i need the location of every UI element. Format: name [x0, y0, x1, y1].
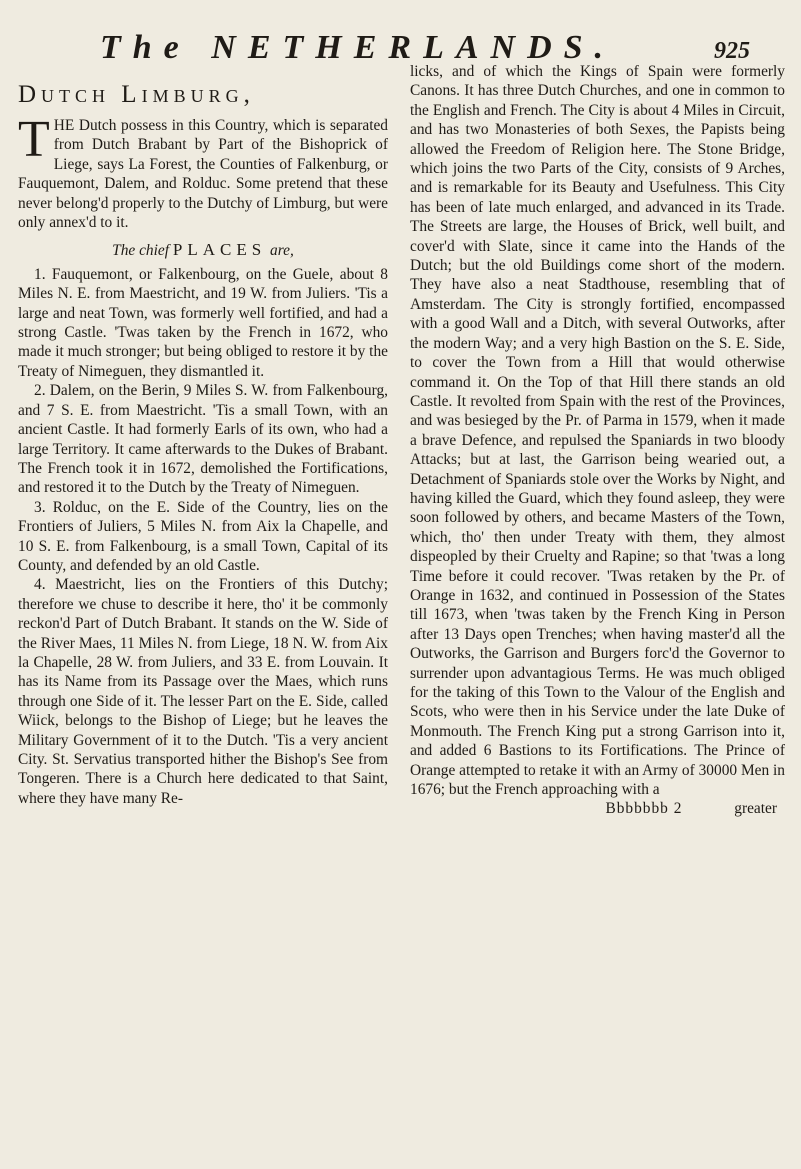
place-entry-dalem: 2. Dalem, on the Berin, 9 Miles S. W. from Falkenbourg, and 7 S. E. from Maestricht. 'Tis a small Town, with an ancient Castle. It had formerly Earls of its own, who had a large Territory. It came afterwards to the Dukes of Brabant. The French took it in 1672, demolished the Fortifications, and restored it to the Dutch by the Treaty of Nimeguen. [18, 382, 388, 497]
section-title: Dutch Limburg, [18, 81, 255, 108]
place-entry-rolduc: 3. Rolduc, on the E. Side of the Country, lies on the Frontiers of Juliers, 5 Miles N. from Aix la Chapelle, and 10 S. E. from Falkenbourg, is a small Town, Capital of its County, and defended by an old Castle. [18, 498, 388, 574]
place-entry-fauquemont: 1. Fauquemont, or Falkenbourg, on the Guele, about 8 Miles N. E. from Maestricht, and 19 W. from Juliers. 'Tis a large and neat Town, was formerly well fortified, and had a strong Castle. 'Twas taken by the French in 1672, who made it much stronger; but being obliged to restore it by the Treaty of Nimeguen, they dismantled it. [18, 265, 388, 380]
left-column [18, 62, 388, 808]
intro-text: HE Dutch possess in this Country, which is separated from Dutch Brabant by Part of the Bishoprick of Liege, says La Forest, the Counties of Falkenburg, or Fauquemont, Dalem, and Rolduc. Some pretend that these never belong'd properly to the Dutchy of Limburg, but were only annex'd to it. [18, 117, 388, 232]
signature-mark: Bbbbbbb 2 [605, 800, 683, 818]
page-footer [410, 799, 785, 818]
running-title: The NETHERLANDS. [100, 29, 616, 66]
intro-paragraph [18, 111, 388, 232]
drop-cap: T [18, 111, 50, 168]
page-number: 925 [714, 38, 750, 64]
catchword: greater [734, 800, 777, 818]
places-subheading: The chief PLACES are, [112, 240, 294, 260]
place-entry-maestricht: 4. Maestricht, lies on the Frontiers of this Dutchy; therefore we chuse to describe it here, tho' it be commonly reckon'd Part of Dutch Brabant. It stands on the W. Side of the River Maes, 11 Miles N. from Liege, 18 N. W. from Aix la Chapelle, 28 W. from Juliers, and 33 E. from Louvain. It has its Name from its Passage over the Maes, which runs through one Side of it. The lesser Part on the E. Side, called Wiick, belongs to the Bishop of Liege; but he leaves the Military Government of it to the Dutch. 'Tis a very ancient City. St. Servatius transported hither the Bishop's See from Tongeren. There is a Church here dedicated to that Saint, where they have many Re- [18, 576, 388, 807]
right-column [410, 62, 785, 819]
maestricht-continuation: licks, and of which the Kings of Spain were formerly Canons. It has three Dutch Churches, and one in common to the English and French. The City is about 4 Miles in Circuit, and has two Monasteries of both Sexes, the Papists being allowed the Freedom of Religion here. The Stone Bridge, which joins the two Parts of the City, consists of 9 Arches, and is remarkable for its Beauty and Usefulness. This City has been of late much enlarged, and advanced in its Trade. The Streets are large, the Houses of Brick, well built, and cover'd with Slate, since it came into the Hands of the Dutch; but the old Buildings come short of the modern. They have also a neat Stadthouse, resembling that of Amsterdam. The City is strongly fortified, encompassed with a good Wall and a Ditch, with several Outworks, after the modern Way; and a very high Bastion on the S. E. Side, to cover the Town from a Hill that would otherwise command it. On the Top of that Hill there stands an old Castle. It revolted from Spain with the rest of the Provinces, and was besieged by the Pr. of Parma in 1579, when it made a brave Defence, and repulsed the Spaniards in two bloody Attacks; but at last, the Garrison being wearied out, a Detachment of Spaniards stole over the Works by Night, and having killed the Guard, which they found asleep, they were soon followed by others, and became Masters of the Town, which, tho' then under Treaty with them, they almost dispeopled by their Cruelty and Rapine; so that 'twas a long Time before it could recover. 'Twas retaken by the Pr. of Orange in 1632, and continued in Possession of the States till 1673, when 'twas taken by the French King in Person after 13 Days open Trenches; when having master'd all the Outworks, the Garrison and Burgers forc'd the Governor to surrender upon advantagious Terms. He was much obliged for the taking of this Town to the Valour of the English and Scots, who were then in his Service under the late Duke of Monmouth. The French King put a strong Garrison into it, and added 6 Bastions to its Fortifications. The Prince of Orange attempted to retake it with an Army of 30000 Men in 1676; but the French approaching with a [410, 63, 785, 799]
